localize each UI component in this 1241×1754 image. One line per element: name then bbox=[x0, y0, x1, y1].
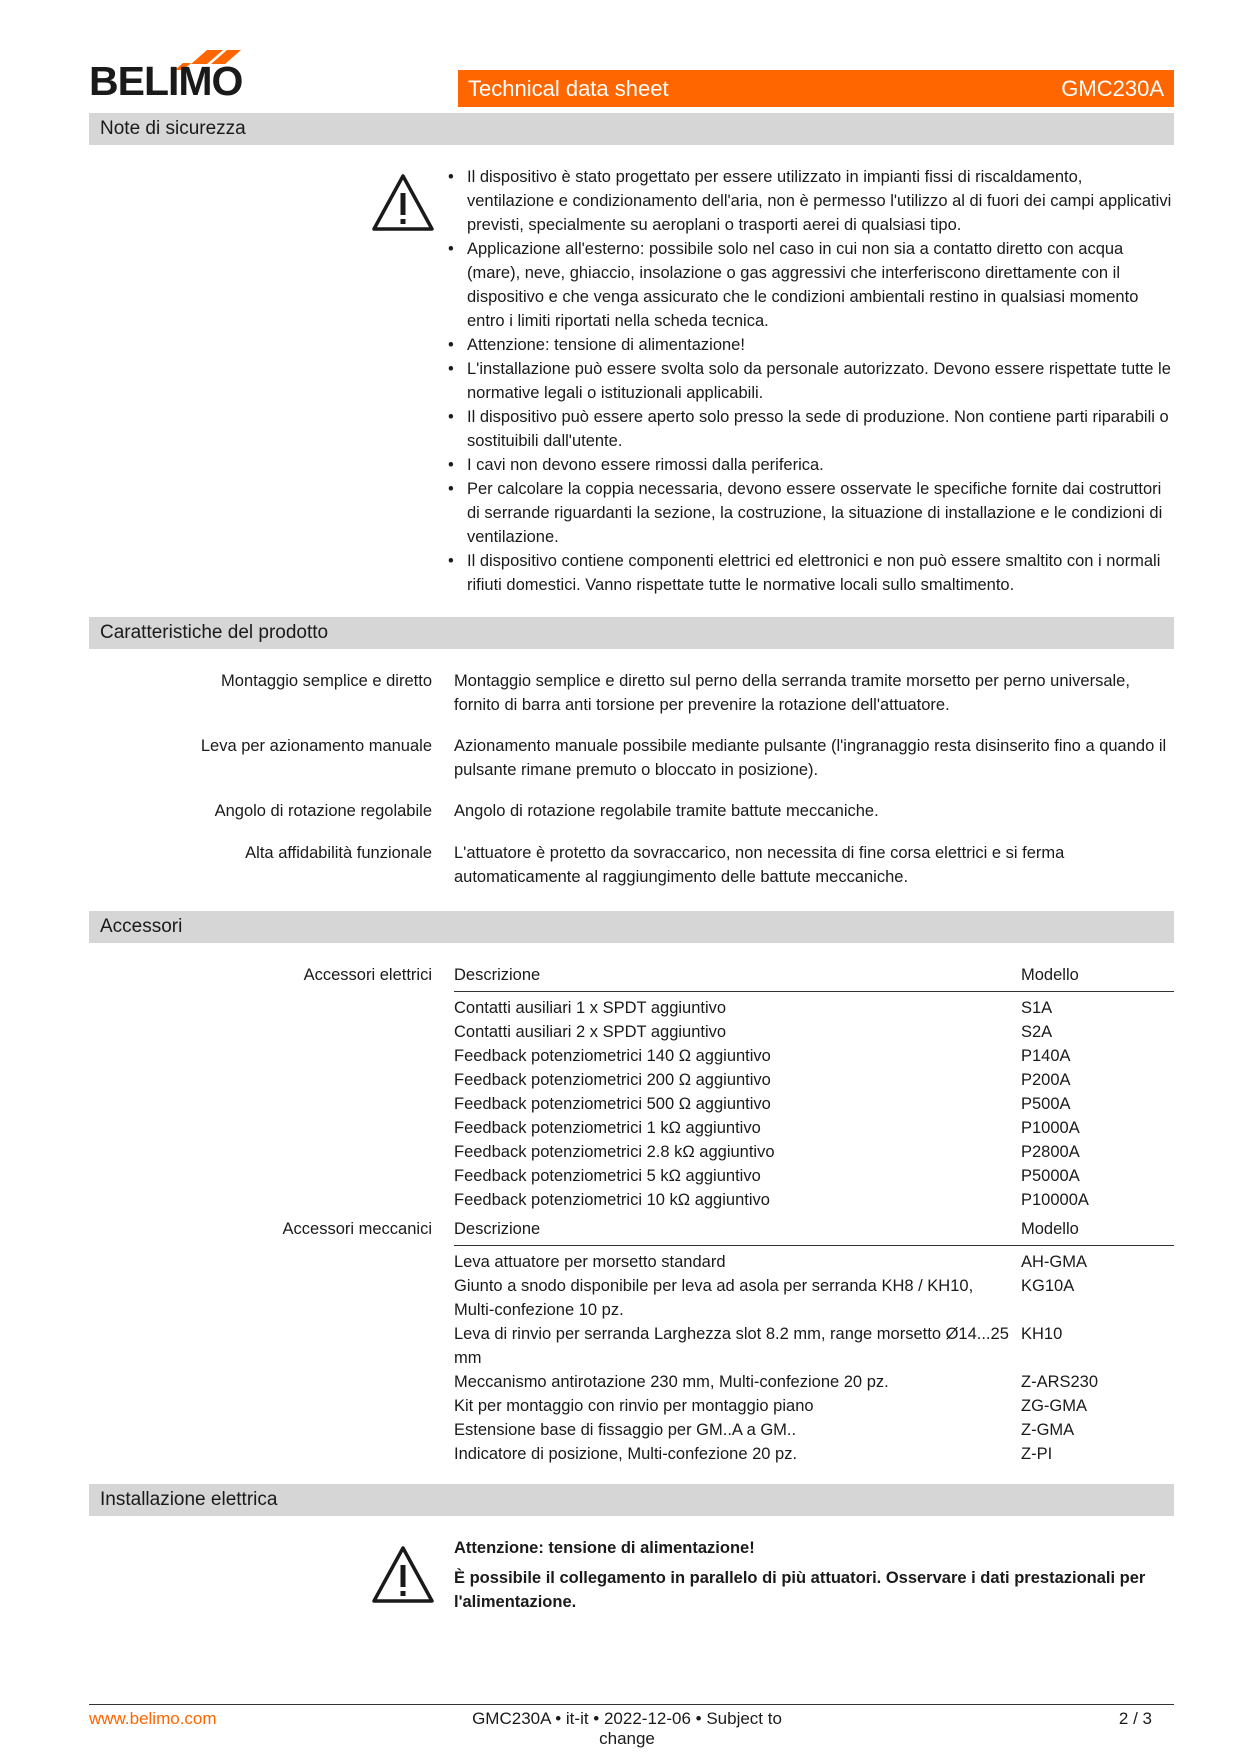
col-desc-header: Descrizione bbox=[454, 1220, 541, 1238]
table-row bbox=[454, 1442, 1174, 1466]
list-item: • I cavi non devono essere rimossi dalla periferica. bbox=[448, 453, 1174, 477]
mechanical-accessories-table bbox=[454, 1217, 1174, 1466]
table-row bbox=[454, 996, 1174, 1020]
cell-model: P2800A bbox=[1021, 1143, 1080, 1161]
table-row bbox=[454, 1140, 1174, 1164]
cell-model: ZG-GMA bbox=[1021, 1397, 1087, 1415]
col-model-header: Modello bbox=[1021, 1220, 1079, 1238]
cell-model: P5000A bbox=[1021, 1167, 1080, 1185]
cell-desc: Contatti ausiliari 1 x SPDT aggiuntivo bbox=[454, 999, 727, 1017]
table-row bbox=[454, 1250, 1174, 1274]
table-header bbox=[454, 963, 1174, 992]
section-accessories-heading: Accessori bbox=[89, 911, 1174, 943]
list-item: • Il dispositivo può essere aperto solo presso la sede di produzione. Non contiene parti riparabili o sostituibili dall'utente. bbox=[448, 405, 1174, 453]
cell-desc: Feedback potenziometrici 500 Ω aggiuntivo bbox=[454, 1095, 771, 1113]
feature-label: Leva per azionamento manuale bbox=[200, 737, 432, 755]
title-bar bbox=[458, 70, 1174, 107]
table-row bbox=[454, 1370, 1174, 1394]
belimo-logo bbox=[89, 46, 241, 106]
cell-desc: Contatti ausiliari 2 x SPDT aggiuntivo bbox=[454, 1023, 727, 1041]
cell-desc: Feedback potenziometrici 140 Ω aggiuntivo bbox=[454, 1047, 771, 1065]
cell-desc: Feedback potenziometrici 5 kΩ aggiuntivo bbox=[454, 1167, 761, 1185]
cell-model: AH-GMA bbox=[1021, 1253, 1087, 1271]
feature-text: Angolo di rotazione regolabile tramite battute meccaniche. bbox=[454, 802, 879, 820]
table-row bbox=[454, 1164, 1174, 1188]
table-row bbox=[454, 1020, 1174, 1044]
footer-website-link[interactable]: www.belimo.com bbox=[89, 1709, 217, 1728]
feature-label: Angolo di rotazione regolabile bbox=[214, 802, 432, 820]
table-row bbox=[454, 1274, 1174, 1322]
table-row bbox=[454, 1044, 1174, 1068]
footer-page-number: 2 / 3 bbox=[1118, 1709, 1152, 1728]
cell-desc: Estensione base di fissaggio per GM..A a GM.. bbox=[454, 1421, 797, 1439]
feature-text: L'attuatore è protetto da sovraccarico, non necessita di fine corsa elettrici e si ferma automaticamente al raggiungimento delle battute meccaniche. bbox=[454, 844, 1065, 886]
electrical-warning-line2: È possibile il collegamento in parallelo di più attuatori. Osservare i dati prestazionali per l'alimentazione. bbox=[454, 1569, 1146, 1611]
cell-model: P10000A bbox=[1021, 1191, 1089, 1209]
list-item: • Il dispositivo contiene componenti elettrici ed elettronici e non può essere smaltito con i normali rifiuti domestici. Vanno rispettate tutte le normative locali sullo smaltimento. bbox=[448, 549, 1174, 597]
cell-model: Z-PI bbox=[1021, 1445, 1053, 1463]
cell-desc: Feedback potenziometrici 1 kΩ aggiuntivo bbox=[454, 1119, 761, 1137]
cell-desc: Leva di rinvio per serranda Larghezza slot 8.2 mm, range morsetto Ø14...25 mm bbox=[454, 1325, 1009, 1367]
cell-model: P140A bbox=[1021, 1047, 1071, 1065]
table-row bbox=[454, 1068, 1174, 1092]
cell-desc: Feedback potenziometrici 200 Ω aggiuntivo bbox=[454, 1071, 771, 1089]
table-row bbox=[454, 1322, 1174, 1370]
warning-triangle-icon bbox=[371, 1545, 435, 1605]
cell-model: KG10A bbox=[1021, 1277, 1075, 1295]
cell-model: S2A bbox=[1021, 1023, 1053, 1041]
col-desc-header: Descrizione bbox=[454, 966, 541, 984]
table-row bbox=[454, 1394, 1174, 1418]
mechanical-accessories-label: Accessori meccanici bbox=[282, 1220, 432, 1238]
cell-model: P1000A bbox=[1021, 1119, 1080, 1137]
footer-divider bbox=[89, 1704, 1174, 1705]
electrical-warning bbox=[454, 1536, 1174, 1614]
warning-triangle-icon bbox=[371, 173, 435, 233]
footer-info: GMC230A • it-it • 2022-12-06 • Subject to change bbox=[472, 1709, 782, 1748]
cell-desc: Giunto a snodo disponibile per leva ad asola per serranda KH8 / KH10, Multi-confezione 10 pz. bbox=[454, 1277, 974, 1319]
cell-model: P200A bbox=[1021, 1071, 1071, 1089]
electrical-warning-line1: Attenzione: tensione di alimentazione! bbox=[454, 1539, 755, 1557]
doc-model: GMC230A bbox=[1061, 75, 1164, 101]
cell-model: P500A bbox=[1021, 1095, 1071, 1113]
feature-label: Montaggio semplice e diretto bbox=[221, 672, 432, 690]
feature-text: Montaggio semplice e diretto sul perno della serranda tramite morsetto per perno universale, fornito di barra anti torsione per prevenire la rotazione dell'attuatore. bbox=[454, 672, 1130, 714]
table-row bbox=[454, 1116, 1174, 1140]
cell-model: Z-ARS230 bbox=[1021, 1373, 1099, 1391]
cell-model: Z-GMA bbox=[1021, 1421, 1075, 1439]
cell-desc: Kit per montaggio con rinvio per montaggio piano bbox=[454, 1397, 814, 1415]
electrical-accessories-label: Accessori elettrici bbox=[303, 966, 432, 984]
cell-model: KH10 bbox=[1021, 1325, 1063, 1343]
feature-text: Azionamento manuale possibile mediante pulsante (l'ingranaggio resta disinserito fino a quando il pulsante rimane premuto o bloccato in posizione). bbox=[454, 737, 1167, 779]
section-safety-heading: Note di sicurezza bbox=[89, 113, 1174, 145]
list-item: • Attenzione: tensione di alimentazione! bbox=[448, 333, 1174, 357]
list-item: • Applicazione all'esterno: possibile solo nel caso in cui non sia a contatto diretto con acqua (mare), neve, ghiaccio, insolazione o gas aggressivi che interferiscono direttamente con il dispositivo e che venga assicurato che le condizioni ambientali restino in qualsiasi momento entro i limiti riportati nella scheda tecnica. bbox=[448, 237, 1174, 333]
doc-title: Technical data sheet bbox=[468, 75, 669, 101]
col-model-header: Modello bbox=[1021, 966, 1079, 984]
list-item: • L'installazione può essere svolta solo da personale autorizzato. Devono essere rispettate tutte le normative legali o istituzionali applicabili. bbox=[448, 357, 1174, 405]
list-item: • Il dispositivo è stato progettato per essere utilizzato in impianti fissi di riscaldamento, ventilazione e condizionamento dell'aria, non è permesso l'utilizzo al di fuori dei campi applicativi previsti, specialmente su aeroplani o trasporti aerei di qualsiasi tipo. bbox=[448, 165, 1174, 237]
feature-label: Alta affidabilità funzionale bbox=[245, 844, 432, 862]
table-row bbox=[454, 1188, 1174, 1212]
cell-desc: Feedback potenziometrici 2.8 kΩ aggiuntivo bbox=[454, 1143, 775, 1161]
cell-desc: Feedback potenziometrici 10 kΩ aggiuntivo bbox=[454, 1191, 770, 1209]
cell-desc: Indicatore di posizione, Multi-confezione 20 pz. bbox=[454, 1445, 798, 1463]
safety-list bbox=[448, 165, 1174, 597]
electrical-accessories-table bbox=[454, 963, 1174, 1212]
list-item: • Per calcolare la coppia necessaria, devono essere osservate le specifiche fornite dai costruttori di serrande riguardanti la sezione, la costruzione, la situazione di installazione e le condizioni di ventilazione. bbox=[448, 477, 1174, 549]
table-header bbox=[454, 1217, 1174, 1246]
cell-desc: Meccanismo antirotazione 230 mm, Multi-confezione 20 pz. bbox=[454, 1373, 889, 1391]
table-row bbox=[454, 1092, 1174, 1116]
table-row bbox=[454, 1418, 1174, 1442]
brand-name: BELIMO bbox=[89, 58, 243, 104]
cell-model: S1A bbox=[1021, 999, 1053, 1017]
section-electrical-installation-heading: Installazione elettrica bbox=[89, 1484, 1174, 1516]
section-features-heading: Caratteristiche del prodotto bbox=[89, 617, 1174, 649]
cell-desc: Leva attuatore per morsetto standard bbox=[454, 1253, 726, 1271]
